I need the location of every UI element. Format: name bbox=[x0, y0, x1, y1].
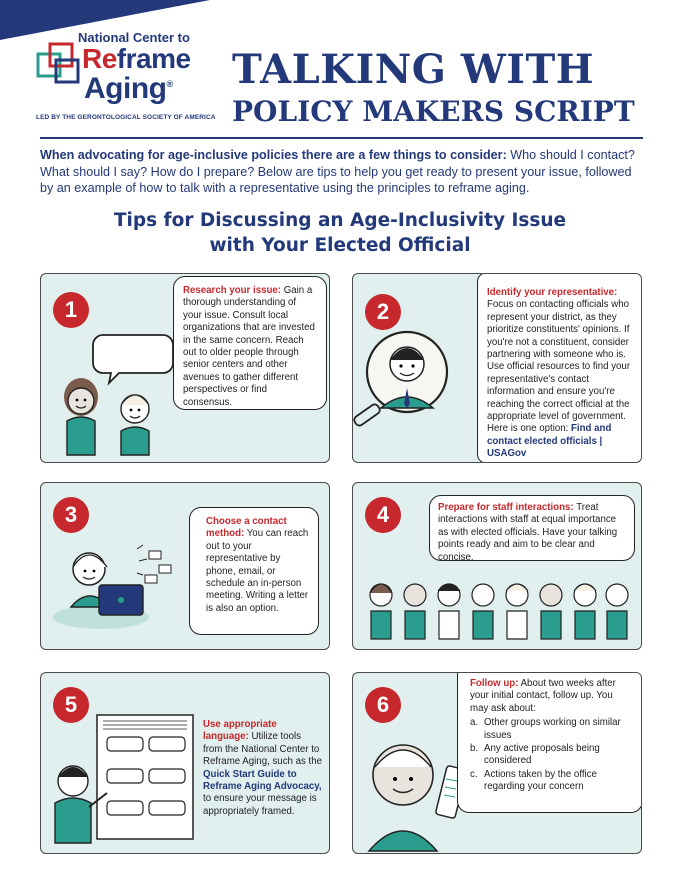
magnifier-representative-illustration bbox=[352, 322, 475, 462]
two-people-talking-illustration bbox=[43, 329, 183, 459]
tip-number-5: 5 bbox=[53, 687, 89, 723]
logo-line3 bbox=[84, 72, 173, 106]
tip-panel-5 bbox=[40, 672, 330, 854]
tip-number-2: 2 bbox=[365, 294, 401, 330]
envelope-icon bbox=[149, 551, 161, 559]
tip-bubble-4 bbox=[429, 495, 635, 561]
speech-bubble-icon bbox=[93, 335, 173, 383]
followup-item-c: c. Actions taken by the office regarding your concern bbox=[470, 768, 597, 793]
intro-body: Who should I contact? What should I say? How do I prepare? Below are tips to help you get ready to present your issue, followed by an example of how to talk with a representative using the principles to reframe aging. bbox=[40, 148, 635, 195]
tip-panel-6 bbox=[352, 672, 642, 854]
page-title-line2: POLICY MAKERS SCRIPT bbox=[232, 95, 635, 128]
tip-5-body: Utilize tools from the National Center to Reframe Aging, such as the bbox=[203, 731, 323, 768]
followup-item-b: b. Any active proposals being considered bbox=[470, 743, 600, 767]
person-laptop-illustration bbox=[41, 535, 191, 645]
tip-4-lead: Prepare for staff interactions: bbox=[438, 502, 574, 513]
guide-document-illustration bbox=[41, 679, 201, 849]
tip-6-body: About two weeks after your initial contact, follow up. You may ask about: bbox=[470, 678, 616, 714]
logo-frame: frame bbox=[116, 43, 191, 74]
tip-number-3: 3 bbox=[53, 497, 89, 533]
tip-number-4: 4 bbox=[365, 497, 401, 533]
group-of-people-illustration bbox=[363, 575, 633, 645]
tip-6-lead: Follow up: bbox=[470, 678, 519, 689]
logo-line1: National Center to bbox=[78, 30, 190, 45]
tip-bubble-3 bbox=[189, 507, 319, 635]
quick-start-guide-link[interactable]: Quick Start Guide to Reframe Aging Advocacy, bbox=[203, 768, 322, 793]
header-divider bbox=[40, 137, 643, 139]
tip-4-body: Treat interactions with staff at equal importance as with elected officials. Have your talking points ready and aim to be clear and concise. bbox=[438, 502, 618, 563]
logo-line2 bbox=[82, 43, 191, 75]
tip-1-lead: Research your issue: bbox=[183, 285, 281, 296]
followup-list bbox=[470, 717, 632, 793]
tip-2-body: Focus on contacting officials who represent your district, as they prioritize constituents' opinions. If you're not a constituent, consider partnering with someone who is. Use official resources to find your representative's contact information and ensure you're reaching the correct official at the appropriate level of government. Here is one option: bbox=[487, 299, 631, 435]
subheading-line1: Tips for Discussing an Age-Inclusivity Issue bbox=[113, 210, 567, 231]
logo-led-by: LED BY THE GERONTOLOGICAL SOCIETY OF AMERICA bbox=[36, 114, 216, 121]
tip-bubble-2 bbox=[477, 273, 642, 463]
tip-bubble-5 bbox=[199, 715, 327, 845]
tip-2-lead: Identify your representative: bbox=[487, 287, 618, 298]
intro-lead: When advocating for age-inclusive policies there are a few things to consider: bbox=[40, 148, 507, 162]
intro-paragraph bbox=[40, 147, 648, 197]
section-subheading bbox=[80, 208, 600, 258]
followup-item-a: a. Other groups working on similar issues bbox=[470, 717, 621, 741]
subheading-line2: with Your Elected Official bbox=[209, 235, 471, 256]
tip-panel-4 bbox=[352, 482, 642, 650]
logo-aging: Aging bbox=[84, 72, 167, 105]
logo-squares-icon bbox=[36, 42, 82, 86]
page-title-line1: TALKING WITH bbox=[232, 46, 595, 93]
tip-5-lead: Use appropriate language: bbox=[203, 719, 277, 743]
usagov-link[interactable]: Find and contact elected officials | USAGov bbox=[487, 423, 612, 460]
tip-number-6: 6 bbox=[365, 687, 401, 723]
page-title bbox=[232, 48, 635, 128]
tip-number-1: 1 bbox=[53, 292, 89, 328]
logo-re: Re bbox=[82, 43, 117, 74]
tip-bubble-1 bbox=[173, 276, 327, 410]
tip-3-body: You can reach out to your representative by phone, email, or schedule an in-person meeting. Writing a letter is also an option. bbox=[206, 528, 309, 614]
tip-3-lead: Choose a contact method: bbox=[206, 516, 287, 540]
brand-logo bbox=[36, 30, 216, 130]
tip-bubble-6 bbox=[457, 672, 642, 813]
tip-1-body: Gain a thorough understanding of your issue. Consult local organizations that are invested in the same concern. Reach out to older people through senior centers and other avenues to gather different perspectives or find consensus. bbox=[183, 285, 315, 408]
tip-5-body2: to ensure your message is appropriately framed. bbox=[203, 793, 317, 817]
tip-panel-2 bbox=[352, 273, 642, 463]
logo-reg: ® bbox=[166, 79, 173, 89]
tip-panel-3 bbox=[40, 482, 330, 650]
tip-panel-1 bbox=[40, 273, 330, 463]
